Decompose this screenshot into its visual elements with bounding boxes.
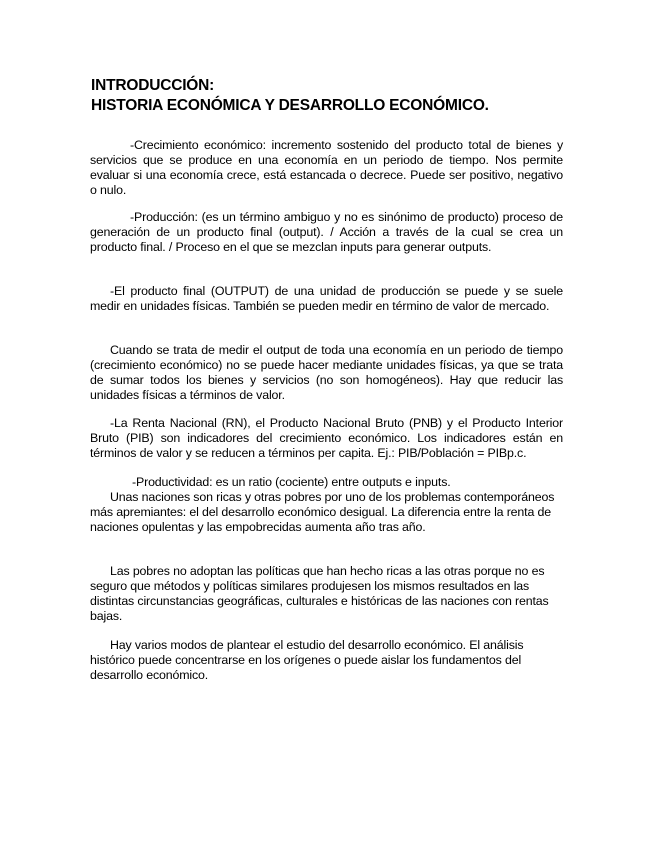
paragraph-productividad: -Productividad: es un ratio (cociente) entre outputs e inputs. [132, 475, 451, 489]
paragraph-producto-final: -El producto final (OUTPUT) de una unidad de producción se puede y se suele medir en unidades físicas. También se pueden medir en término de valor de mercado. [90, 284, 563, 313]
paragraph-indicadores: -La Renta Nacional (RN), el Producto Nacional Bruto (PNB) y el Producto Interior Bruto (PIB) son indicadores del crecimiento económico. Los indicadores están en términos de valor y se reducen a términos per capita. Ej.: PIB/Población = PIBp.c. [90, 416, 563, 460]
paragraph-medir-output: Cuando se trata de medir el output de toda una economía en un periodo de tiempo (crecimiento económico) no se puede hacer mediante unidades físicas, ya que se trata de sumar todos los bienes y servicios (no son homogéneos). Hay que reducir las unidades físicas a términos de valor. [90, 343, 563, 402]
document-title [91, 76, 611, 116]
paragraph-produccion: -Producción: (es un término ambiguo y no es sinónimo de producto) proceso de generación de un producto final (output). / Acción a través de la cual se crea un producto final. / Proceso en el que se mezclan inputs para generar outputs. [90, 210, 563, 254]
paragraph-naciones: Unas naciones son ricas y otras pobres por uno de los problemas contemporáneos más apremiantes: el del desarrollo económico desigual. La diferencia entre la renta de naciones opulentas y las empobrecidas aumenta año tras año. [90, 490, 555, 534]
paragraph-modos: Hay varios modos de plantear el estudio del desarrollo económico. El análisis histórico puede concentrarse en los orígenes o puede aislar los fundamentos del desarrollo económico. [90, 638, 524, 682]
title-line-1: INTRODUCCIÓN: [91, 77, 215, 94]
paragraph-pobres: Las pobres no adoptan las políticas que han hecho ricas a las otras porque no es seguro que métodos y políticas similares produjesen los mismos resultados en las distintas circunstancias geográficas, culturales e históricas de las naciones con rentas bajas. [90, 564, 549, 623]
paragraph-crecimiento: -Crecimiento económico: incremento sostenido del producto total de bienes y servicios que se produce en una economía en un periodo de tiempo. Nos permite evaluar si una economía crece, está estancada o decrece. Puede ser positivo, negativo o nulo. [90, 138, 563, 197]
title-line-2: HISTORIA ECONÓMICA Y DESARROLLO ECONÓMICO. [91, 97, 489, 114]
